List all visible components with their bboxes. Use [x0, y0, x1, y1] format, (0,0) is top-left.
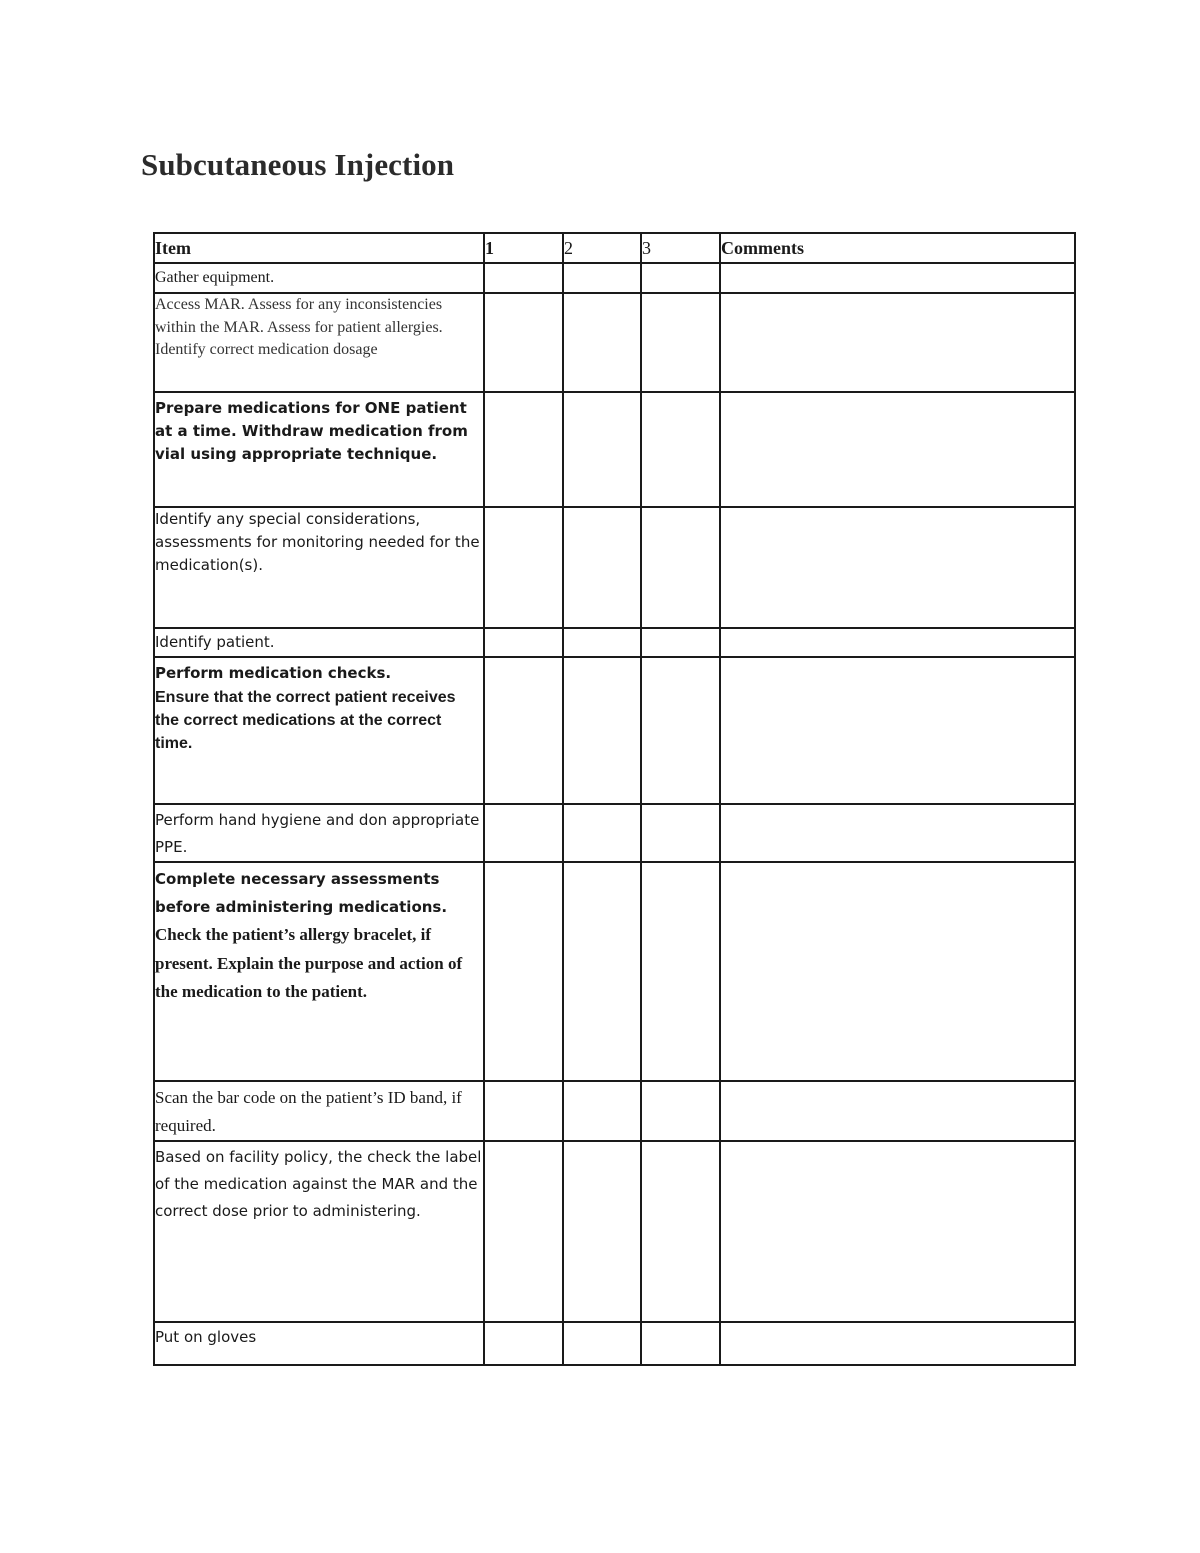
attempt-1-cell[interactable] — [484, 263, 563, 293]
attempt-3-cell[interactable] — [641, 1081, 720, 1141]
table-row — [154, 804, 1075, 862]
item-cell — [154, 862, 484, 1081]
attempt-2-cell[interactable] — [563, 1322, 641, 1365]
attempt-3-column-header: 3 — [641, 233, 720, 263]
table-row — [154, 293, 1075, 392]
attempt-2-cell[interactable] — [563, 507, 641, 628]
table-row — [154, 392, 1075, 507]
item-text: Identify any special considerations, assessments for monitoring needed for the medication(s). — [155, 510, 480, 574]
item-cell — [154, 804, 484, 862]
attempt-3-cell[interactable] — [641, 293, 720, 392]
table-row — [154, 1081, 1075, 1141]
attempt-2-column-header: 2 — [563, 233, 641, 263]
item-text-rest: Ensure that the correct patient receives the correct medications at the correct time. — [155, 689, 456, 752]
attempt-2-cell[interactable] — [563, 1141, 641, 1322]
comments-cell[interactable] — [720, 1322, 1075, 1365]
attempt-3-cell[interactable] — [641, 507, 720, 628]
attempt-3-cell[interactable] — [641, 657, 720, 804]
item-text: Prepare medications for ONE patient at a time. Withdraw medication from vial using appropriate technique. — [155, 399, 468, 463]
item-cell — [154, 628, 484, 657]
attempt-3-cell[interactable] — [641, 392, 720, 507]
comments-cell[interactable] — [720, 392, 1075, 507]
item-text-line1: Perform medication checks. — [155, 664, 392, 682]
comments-cell[interactable] — [720, 507, 1075, 628]
comments-cell[interactable] — [720, 862, 1075, 1081]
comments-column-header: Comments — [720, 233, 1075, 263]
item-column-header: Item — [154, 233, 484, 263]
attempt-3-cell[interactable] — [641, 1141, 720, 1322]
item-text: Access MAR. Assess for any inconsistencies within the MAR. Assess for patient allergies. Identify correct medication dosage — [155, 296, 443, 358]
attempt-1-cell[interactable] — [484, 507, 563, 628]
attempt-1-cell[interactable] — [484, 628, 563, 657]
table-row — [154, 1141, 1075, 1322]
table-row — [154, 657, 1075, 804]
attempt-2-cell[interactable] — [563, 804, 641, 862]
item-cell — [154, 657, 484, 804]
comments-cell[interactable] — [720, 263, 1075, 293]
attempt-3-cell[interactable] — [641, 263, 720, 293]
table-row — [154, 263, 1075, 293]
item-text: Put on gloves — [155, 1328, 257, 1346]
attempt-2-cell[interactable] — [563, 657, 641, 804]
item-text: Perform hand hygiene and don appropriate PPE. — [155, 811, 480, 856]
comments-cell[interactable] — [720, 628, 1075, 657]
item-cell — [154, 1141, 484, 1322]
table-row — [154, 1322, 1075, 1365]
comments-cell[interactable] — [720, 1081, 1075, 1141]
attempt-1-cell[interactable] — [484, 1322, 563, 1365]
attempt-1-cell[interactable] — [484, 293, 563, 392]
item-cell — [154, 507, 484, 628]
table-row — [154, 628, 1075, 657]
attempt-1-cell[interactable] — [484, 1081, 563, 1141]
attempt-1-cell[interactable] — [484, 862, 563, 1081]
attempt-2-cell[interactable] — [563, 293, 641, 392]
attempt-1-cell[interactable] — [484, 1141, 563, 1322]
attempt-3-cell[interactable] — [641, 804, 720, 862]
item-text: Identify patient. — [155, 633, 275, 651]
item-text-part2: Check the patient’s allergy bracelet, if present. Explain the purpose and action of the medication to the patient. — [155, 925, 463, 1001]
attempt-2-cell[interactable] — [563, 1081, 641, 1141]
table-row — [154, 862, 1075, 1081]
attempt-3-cell[interactable] — [641, 1322, 720, 1365]
attempt-1-cell[interactable] — [484, 392, 563, 507]
skills-checklist-table — [153, 232, 1076, 1366]
item-text: Based on facility policy, the check the label of the medication against the MAR and the correct dose prior to administering. — [155, 1148, 482, 1220]
attempt-3-cell[interactable] — [641, 862, 720, 1081]
comments-cell[interactable] — [720, 1141, 1075, 1322]
comments-cell[interactable] — [720, 804, 1075, 862]
item-cell — [154, 392, 484, 507]
attempt-2-cell[interactable] — [563, 263, 641, 293]
item-cell — [154, 293, 484, 392]
item-text: Scan the bar code on the patient’s ID band, if required. — [155, 1088, 462, 1135]
item-cell — [154, 1322, 484, 1365]
table-header-row — [154, 233, 1075, 263]
attempt-1-cell[interactable] — [484, 804, 563, 862]
attempt-1-cell[interactable] — [484, 657, 563, 804]
attempt-2-cell[interactable] — [563, 392, 641, 507]
page-title: Subcutaneous Injection — [141, 147, 455, 182]
comments-cell[interactable] — [720, 293, 1075, 392]
attempt-1-column-header: 1 — [484, 233, 563, 263]
table-row — [154, 507, 1075, 628]
comments-cell[interactable] — [720, 657, 1075, 804]
attempt-3-cell[interactable] — [641, 628, 720, 657]
item-cell — [154, 1081, 484, 1141]
attempt-2-cell[interactable] — [563, 862, 641, 1081]
item-text-part1: Complete necessary assessments before administering medications. — [155, 870, 448, 916]
item-cell — [154, 263, 484, 293]
attempt-2-cell[interactable] — [563, 628, 641, 657]
item-text: Gather equipment. — [155, 269, 275, 286]
